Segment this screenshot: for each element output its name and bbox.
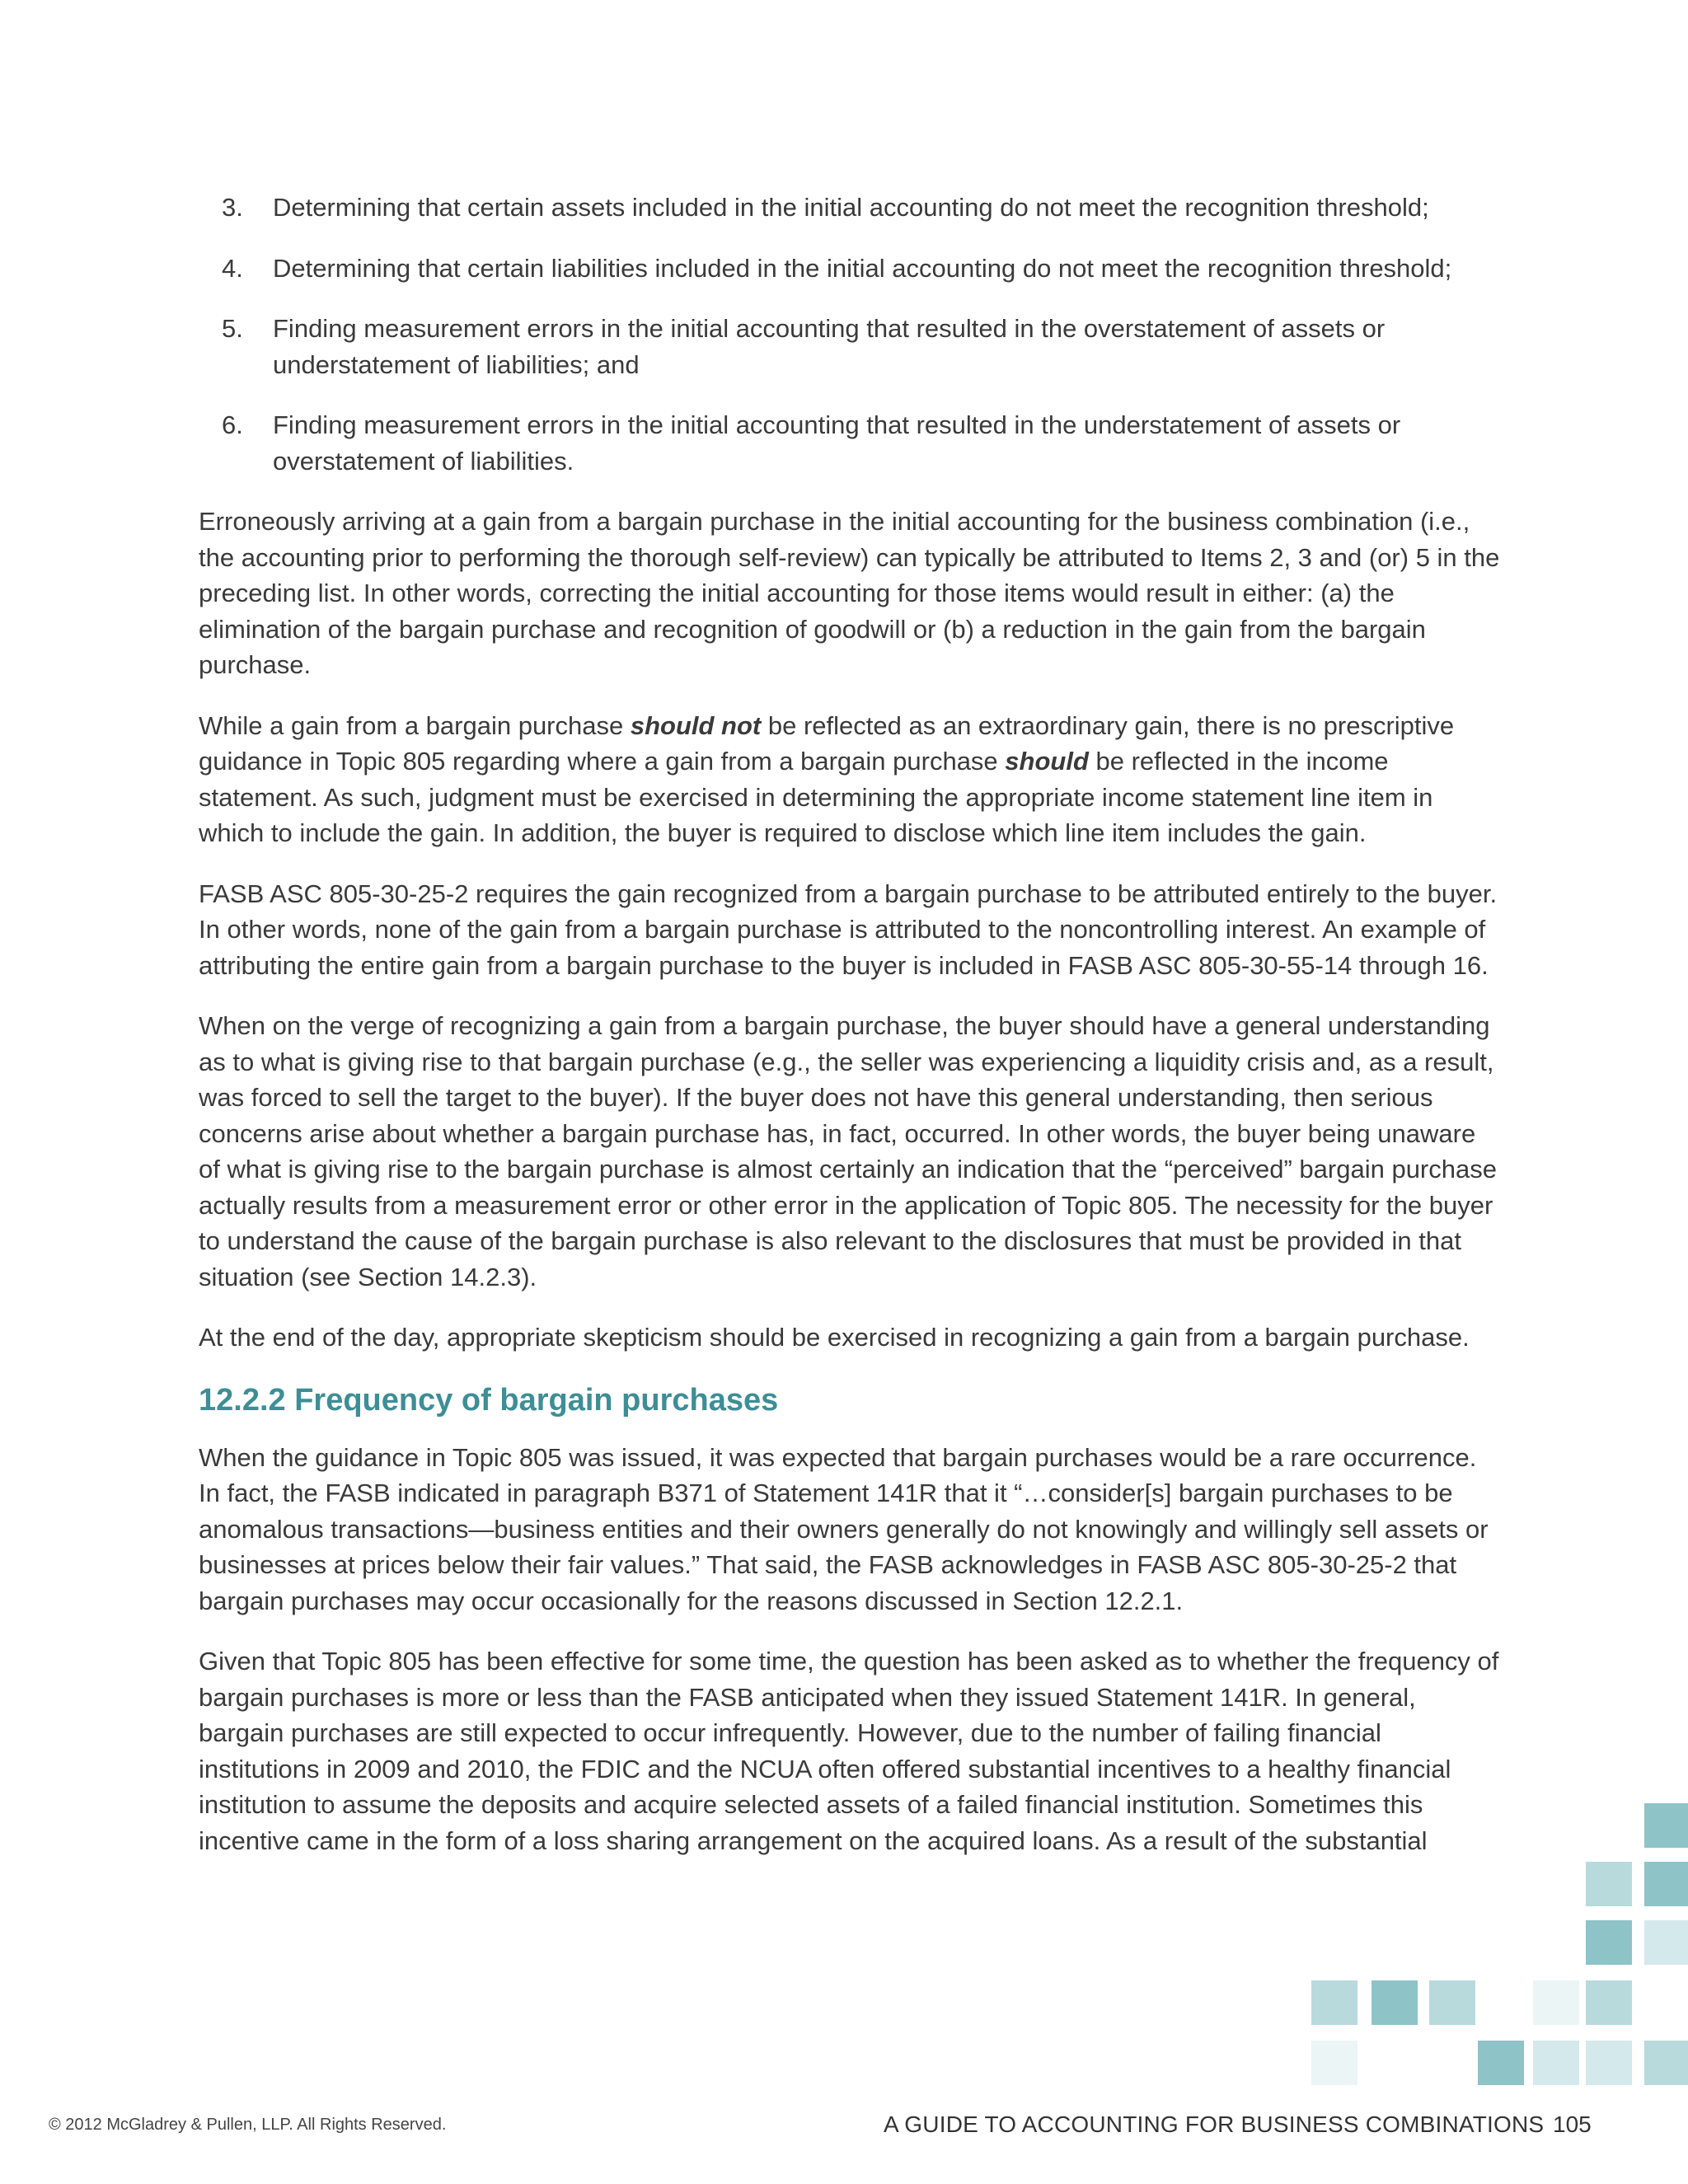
deco-square	[1644, 1803, 1688, 1848]
list-text: Determining that certain liabilities included in the initial accounting do not meet the recognition threshold;	[273, 253, 1452, 283]
deco-square	[1644, 1920, 1688, 1965]
list-item	[199, 407, 1501, 479]
list-item	[199, 190, 1501, 226]
text-run: be reflected as an extraordinary gain, there is no prescriptive guidance in Topic 805 regarding where a gain from a bargain purchase	[199, 710, 1455, 776]
deco-square	[1372, 1980, 1418, 2025]
paragraph-verge-of-recognizing: When on the verge of recognizing a gain from a bargain purchase, the buyer should have a general understanding as to what is giving rise to that bargain purchase (e.g., the seller was experiencing a liquidity crisis and, as a result, was forced to sell the target to the buyer). If the buyer does not have this general understanding, then serious concerns arise about whether a bargain purchase has, in fact, occurred. In other words, the buyer being unaware of what is giving rise to the bargain purchase is almost certainly an indication that the “perceived” bargain purchase actually results from a measurement error or other error in the application of Topic 805. The necessity for the buyer to understand the cause of the bargain purchase is also relevant to the disclosures that must be provided in that situation (see Section 14.2.3).	[199, 1011, 1497, 1291]
emphasis-should-not: should not	[630, 710, 762, 740]
deco-square	[1586, 2041, 1632, 2085]
list-text: Finding measurement errors in the initial accounting that resulted in the overstatement of assets or understatement of liabilities; and	[273, 314, 1386, 379]
deco-square	[1311, 2041, 1357, 2085]
deco-square	[1586, 1920, 1632, 1965]
deco-square	[1586, 1980, 1632, 2025]
list-number: 5.	[222, 314, 243, 343]
deco-square	[1478, 2041, 1524, 2085]
footer-title: A GUIDE TO ACCOUNTING FOR BUSINESS COMBINATIONS	[884, 2111, 1545, 2137]
list-number: 4.	[222, 253, 243, 283]
text-run: While a gain from a bargain purchase	[199, 710, 631, 740]
list-text: Determining that certain assets included in the initial accounting do not meet the recognition threshold;	[273, 193, 1429, 222]
deco-square	[1644, 2041, 1688, 2085]
list-item	[199, 311, 1501, 382]
deco-square	[1533, 2041, 1579, 2085]
numbered-list	[199, 190, 1501, 479]
list-number: 6.	[222, 410, 243, 439]
list-number: 3.	[222, 193, 243, 222]
paragraph-asc-805: FASB ASC 805-30-25-2 requires the gain recognized from a bargain purchase to be attributed entirely to the buyer. In other words, none of the gain from a bargain purchase is attributed to the noncontrolling interest. An example of attributing the entire gain from a bargain purchase to the buyer is included in FASB ASC 805-30-55-14 through 16.	[199, 879, 1498, 980]
list-text: Finding measurement errors in the initial accounting that resulted in the understatement of assets or overstatement of liabilities.	[273, 410, 1401, 476]
list-item	[199, 251, 1501, 287]
emphasis-should: should	[1005, 747, 1089, 776]
deco-square	[1586, 1862, 1632, 1906]
section-heading: 12.2.2 Frequency of bargain purchases	[199, 1382, 779, 1418]
text-run: be reflected in the income statement. As such, judgment must be exercised in determining the appropriate income statement line item in which to include the gain. In addition, the buyer is required to disclose which line item includes the gain.	[199, 747, 1433, 847]
deco-square	[1311, 1980, 1357, 2025]
page-number: 105	[1553, 2111, 1592, 2137]
paragraph-skepticism: At the end of the day, appropriate skepticism should be exercised in recognizing a gain from a bargain purchase.	[199, 1323, 1470, 1352]
paragraph-guidance-issued: When the guidance in Topic 805 was issued, it was expected that bargain purchases would be a rare occurrence. In fact, the FASB indicated in paragraph B371 of Statement 141R that it “…consider[s] bargain purchases to be anomalous transactions—business entities and their owners generally do not knowingly and willingly sell assets or businesses at prices below their fair values.” That said, the FASB acknowledges in FASB ASC 805-30-25-2 that bargain purchases may occur occasionally for the reasons discussed in Section 12.2.1.	[199, 1442, 1489, 1615]
paragraph-income-statement	[199, 708, 1501, 851]
page-body	[199, 190, 1501, 1883]
paragraph-frequency: Given that Topic 805 has been effective for some time, the question has been asked as to whether the frequency of bargain purchases is more or less than the FASB anticipated when they issued Statement 141R. In general, bargain purchases are still expected to occur infrequently. However, due to the number of failing financial institutions in 2009 and 2010, the FDIC and the NCUA often offered substantial incentives to a healthy financial institution to assume the deposits and acquire selected assets of a failed financial institution. Sometimes this incentive came in the form of a loss sharing arrangement on the acquired loans. As a result of the substantial	[199, 1647, 1499, 1855]
deco-square	[1644, 1862, 1688, 1906]
paragraph-erroneous-gain: Erroneously arriving at a gain from a bargain purchase in the initial accounting for the business combination (i.e., the accounting prior to performing the thorough self-review) can typically be attributed to Items 2, 3 and (or) 5 in the preceding list. In other words, correcting the initial accounting for those items would result in either: (a) the elimination of the bargain purchase and recognition of goodwill or (b) a reduction in the gain from the bargain purchase.	[199, 507, 1500, 679]
deco-square	[1429, 1980, 1475, 2025]
deco-square	[1533, 1980, 1579, 2025]
footer-copyright: © 2012 McGladrey & Pullen, LLP. All Rights Reserved.	[49, 2116, 447, 2134]
